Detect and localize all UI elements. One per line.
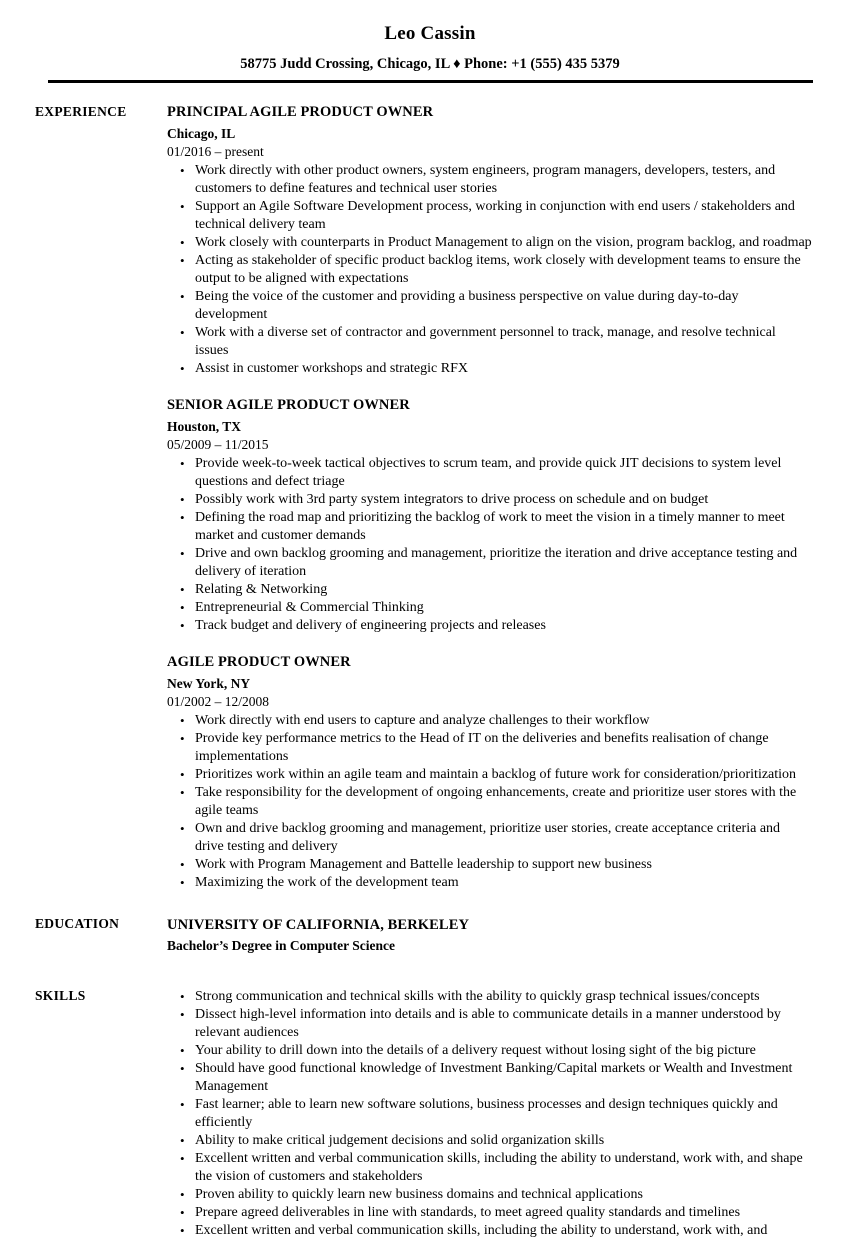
list-item: • Proven ability to quickly learn new business domains and technical applications [167, 1186, 812, 1204]
list-item: • Your ability to drill down into the details of a delivery request without losing sight of the big picture [167, 1042, 812, 1060]
experience-list [167, 103, 860, 892]
list-item: • Dissect high-level information into details and is able to communicate details in a manner understood by relevant audiences [167, 1006, 812, 1042]
list-item: • Entrepreneurial & Commercial Thinking [167, 599, 812, 617]
list-item: • Ability to make critical judgement decisions and solid organization skills [167, 1132, 812, 1150]
job-title: AGILE PRODUCT OWNER [167, 654, 351, 670]
header-divider [48, 80, 813, 83]
list-item: • Work with Program Management and Battelle leadership to support new business [167, 856, 812, 874]
skills-section [0, 987, 860, 1240]
list-item: • Prioritizes work within an agile team and maintain a backlog of future work for consideration/prioritization [167, 766, 812, 784]
list-item: • Acting as stakeholder of specific product backlog items, work closely with development teams to ensure the output to be aligned with expectations [167, 252, 812, 288]
job-dates: 01/2016 – present [167, 144, 264, 159]
list-item: • Take responsibility for the development of ongoing enhancements, create and prioritize user stores with the agile teams [167, 784, 812, 820]
job-location: Chicago, IL [167, 126, 236, 141]
education-section [0, 915, 860, 955]
job-title: PRINCIPAL AGILE PRODUCT OWNER [167, 104, 434, 120]
job-dates: 05/2009 – 11/2015 [167, 437, 269, 452]
skills-bullets [167, 988, 812, 1240]
experience-section [0, 103, 860, 892]
list-item: • Defining the road map and prioritizing the backlog of work to meet the vision in a timely manner to meet market and customer demands [167, 509, 812, 545]
candidate-contact-line: 58775 Judd Crossing, Chicago, IL ♦ Phone: +1 (555) 435 5379 [240, 56, 620, 72]
list-item: • Provide key performance metrics to the Head of IT on the deliveries and benefits realisation of change implementations [167, 730, 812, 766]
job-responsibilities [167, 712, 812, 892]
list-item: • Support an Agile Software Development process, working in conjunction with end users / stakeholders and technical delivery team [167, 198, 812, 234]
list-item: • Should have good functional knowledge of Investment Banking/Capital markets or Wealth and Investment Management [167, 1060, 812, 1096]
list-item: • Provide week-to-week tactical objectives to scrum team, and provide quick JIT decisions to system level questions and defect triage [167, 455, 812, 491]
list-item: • Prepare agreed deliverables in line with standards, to meet agreed quality standards and timelines [167, 1204, 812, 1222]
job-dates: 01/2002 – 12/2008 [167, 694, 270, 709]
education-school: UNIVERSITY OF CALIFORNIA, BERKELEY [167, 917, 470, 933]
experience-entry [167, 103, 812, 378]
list-item: • Excellent written and verbal communication skills, including the ability to understand, work with, and shape the vision of customers and stakeholders [167, 1150, 812, 1186]
job-responsibilities [167, 162, 812, 378]
list-item: • Strong communication and technical skills with the ability to quickly grasp technical issues/concepts [167, 988, 812, 1006]
list-item: • Fast learner; able to learn new software solutions, business processes and design techniques quickly and efficiently [167, 1096, 812, 1132]
candidate-name: Leo Cassin [384, 23, 476, 44]
list-item: • Work directly with other product owners, system engineers, program managers, developers, testers, and customers to define features and technical user stories [167, 162, 812, 198]
experience-section-label: EXPERIENCE [35, 104, 127, 119]
education-degree: Bachelor’s Degree in Computer Science [167, 938, 395, 953]
skills-list [167, 987, 860, 1240]
list-item: • Possibly work with 3rd party system integrators to drive process on schedule and on budget [167, 491, 812, 509]
list-item: • Being the voice of the customer and providing a business perspective on value during day-to-day development [167, 288, 812, 324]
list-item: • Maximizing the work of the development team [167, 874, 812, 892]
experience-entry [167, 653, 812, 892]
list-item: • Work directly with end users to capture and analyze challenges to their workflow [167, 712, 812, 730]
education-section-label: EDUCATION [35, 916, 120, 931]
job-location: New York, NY [167, 676, 251, 691]
list-item: • Drive and own backlog grooming and management, prioritize the iteration and drive acceptance testing and delivery of iteration [167, 545, 812, 581]
list-item: • Own and drive backlog grooming and management, prioritize user stories, create acceptance criteria and drive testing and delivery [167, 820, 812, 856]
experience-entry [167, 396, 812, 635]
job-title: SENIOR AGILE PRODUCT OWNER [167, 397, 410, 413]
list-item: • Excellent written and verbal communication skills, including the ability to understand, work with, and [167, 1222, 812, 1240]
job-location: Houston, TX [167, 419, 242, 434]
job-responsibilities [167, 455, 812, 635]
list-item: • Work with a diverse set of contractor and government personnel to track, manage, and resolve technical issues [167, 324, 812, 360]
list-item: • Work closely with counterparts in Product Management to align on the vision, program backlog, and roadmap [167, 234, 812, 252]
resume-header [0, 0, 860, 83]
list-item: • Relating & Networking [167, 581, 812, 599]
list-item: • Assist in customer workshops and strategic RFX [167, 360, 812, 378]
skills-section-label: SKILLS [35, 988, 86, 1003]
education-list [167, 915, 860, 955]
list-item: • Track budget and delivery of engineering projects and releases [167, 617, 812, 635]
